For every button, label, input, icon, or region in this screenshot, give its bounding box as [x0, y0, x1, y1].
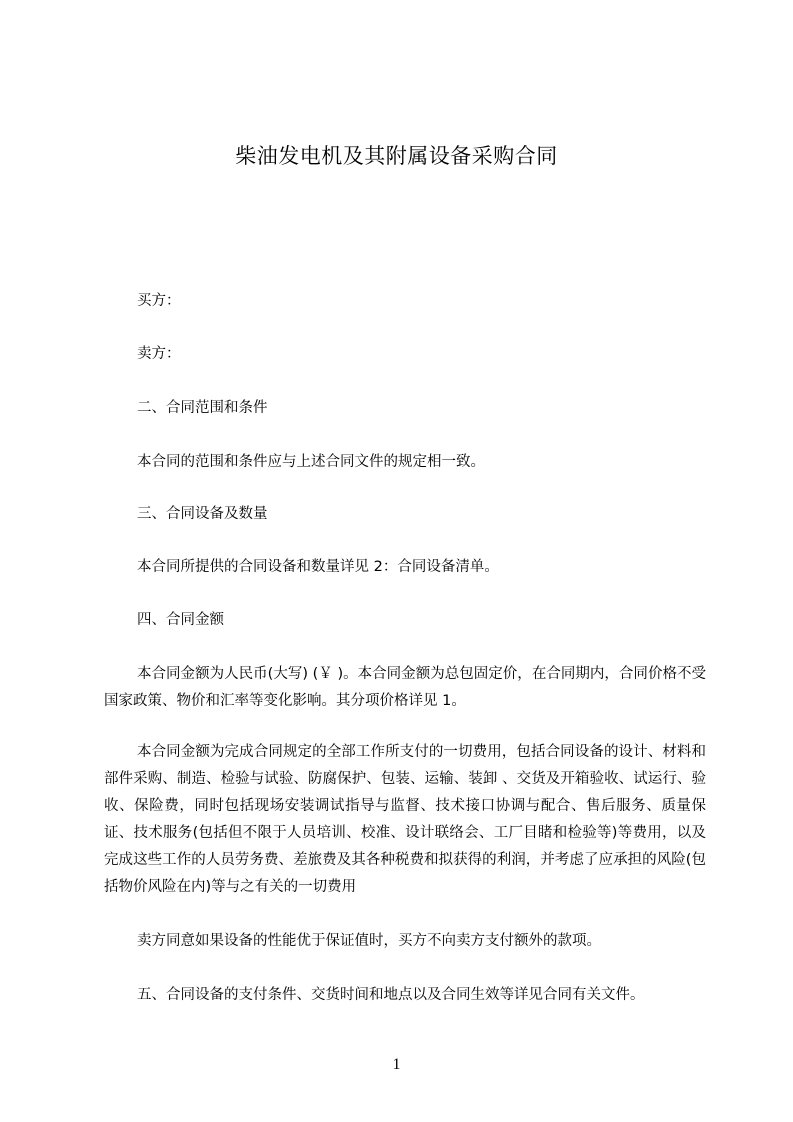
- seller-label: 卖方：: [137, 346, 181, 362]
- section2-text: 本合同的范围和条件应与上述合同文件的规定相一致。: [137, 454, 485, 470]
- section2-heading: 二、合同范围和条件: [137, 400, 268, 416]
- section5-text: 五、合同设备的支付条件、交货时间和地点以及合同生效等详见合同有关文件。: [137, 987, 645, 1003]
- buyer-label: 买方：: [137, 293, 181, 309]
- page-number: 1: [392, 1056, 401, 1073]
- section4-paragraph-amount: 本合同金额为人民币(大写) (￥ )。本合同金额为总包固定价，在合同期内，合同价格不受国家政策、物价和汇率等变化影响。其分项价格详见 1。: [104, 666, 706, 709]
- section3-heading: 三、合同设备及数量: [137, 506, 268, 522]
- section4-paragraph-performance: 卖方同意如果设备的性能优于保证值时，买方不向卖方支付额外的款项。: [137, 933, 601, 949]
- section4-heading: 四、合同金额: [137, 612, 224, 628]
- section3-text: 本合同所提供的合同设备和数量详见 2：合同设备清单。: [137, 559, 499, 575]
- document-title: 柴油发电机及其附属设备采购合同: [235, 144, 558, 168]
- section4-paragraph-scope: 本合同金额为完成合同规定的全部工作所支付的一切费用，包括合同设备的设计、材料和部件采购、制造、检验与试验、防腐保护、包装、运输、装卸 、交货及开箱验收、试运行、验收、保险费，同时包括现场安装调试指导与监督、技术接口协调与配合、售后服务、质量保证、技术服务(包括但不限于人员培训、校准、设计联络会、工厂目睹和检验等)等费用，以及完成这些工作的人员劳务费、差旅费及其各种税费和拟获得的利润，并考虑了应承担的风险(包括物价风险在内)等与之有关的一切费用: [104, 744, 706, 895]
